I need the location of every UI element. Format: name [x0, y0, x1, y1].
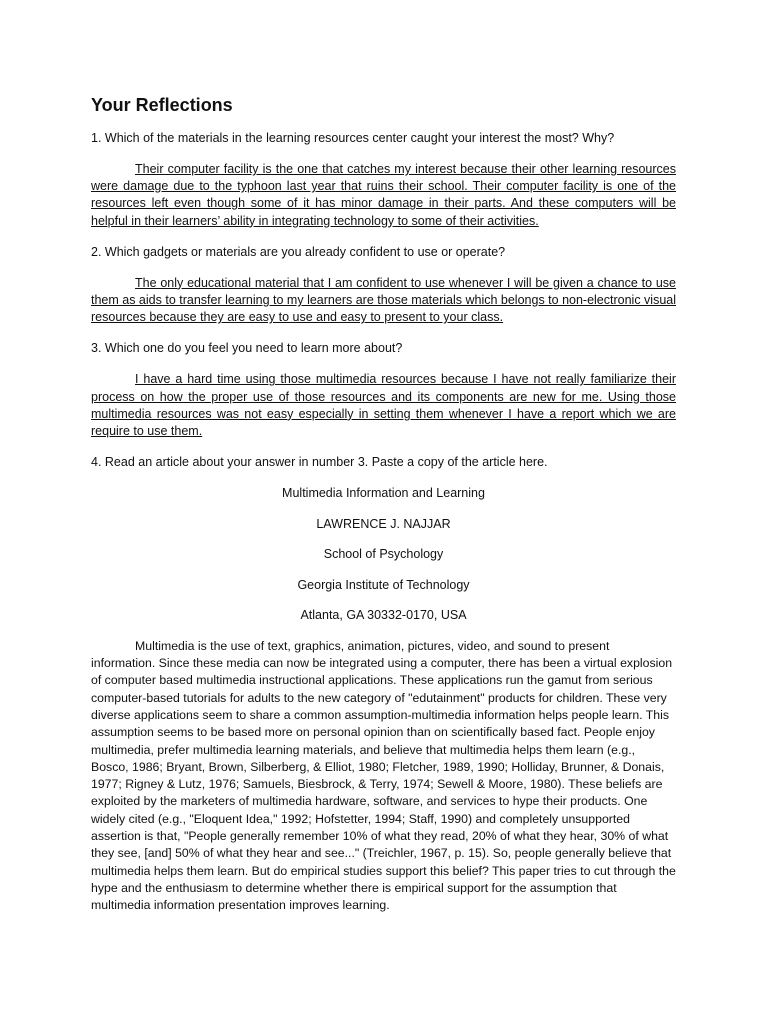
- page-heading: Your Reflections: [91, 95, 233, 115]
- question-3: 3. Which one do you feel you need to learn more about?: [91, 341, 403, 356]
- article-body: Multimedia is the use of text, graphics, animation, pictures, video, and sound to present information. Since these media can now be integrated using a computer, there has been a virtual explosion of computer based multimedia instructional applications. These applications run the gamut from serious computer-based tutorials for adults to the new category of "edutainment" products for children. These very diverse applications seem to share a common assumption-multimedia information helps people learn. This assumption seems to be based more on personal opinion than on scientifically based fact. People enjoy multimedia, prefer multimedia learning materials, and believe that multimedia helps them learn (e.g., Bosco, 1986; Bryant, Brown, Silberberg, & Elliot, 1980; Fletcher, 1989, 1990; Holliday, Brunner, & Donais, 1977; Rigney & Lutz, 1976; Samuels, Biesbrock, & Terry, 1974; Sewell & Moore, 1980). These beliefs are exploited by the marketers of multimedia hardware, software, and services to hype their products. One widely cited (e.g., "Eloquent Idea," 1992; Hofstetter, 1994; Staff, 1990) and completely unsupported assertion is that, "People generally remember 10% of what they read, 20% of what they hear, 30% of what they see, [and] 50% of what they hear and see..." (Treichler, 1967, p. 15). So, people generally believe that multimedia helps them learn. But do empirical studies support this belief? This paper tries to cut through the hype and the enthusiasm to determine whether there is empirical support for the assumption that multimedia information presentation improves learning.: [91, 638, 676, 913]
- article-institution: Georgia Institute of Technology: [297, 577, 470, 592]
- question-2: 2. Which gadgets or materials are you already confident to use or operate?: [91, 244, 506, 259]
- answer-1: Their computer facility is the one that catches my interest because their other learning resources were damage due to the typhoon last year that ruins their school. Their computer facility is one of the resources left even though some of it has minor damage in their parts. And these computers will be helpful in their learners’ ability in integrating technology to some of their activities.: [91, 162, 676, 228]
- answer-2: The only educational material that I am confident to use whenever I will be given a chance to use them as aids to transfer learning to my learners are those materials which belongs to non-electronic visual resources because they are easy to use and easy to present to your class.: [91, 275, 677, 325]
- article-author: LAWRENCE J. NAJJAR: [316, 516, 451, 531]
- article-department: School of Psychology: [323, 547, 444, 562]
- article-address: Atlanta, GA 30332-0170, USA: [300, 608, 467, 623]
- question-1: 1. Which of the materials in the learning resources center caught your interest the most? Why?: [91, 131, 615, 145]
- article-title: Multimedia Information and Learning: [282, 486, 485, 501]
- question-4: 4. Read an article about your answer in number 3. Paste a copy of the article here.: [91, 455, 548, 470]
- answer-3: I have a hard time using those multimedia resources because I have not really familiarize their process on how the proper use of those resources and its components are new for me. Using those multimedia resources was not easy especially in setting them whenever I have a report which we are require to use them.: [91, 372, 676, 439]
